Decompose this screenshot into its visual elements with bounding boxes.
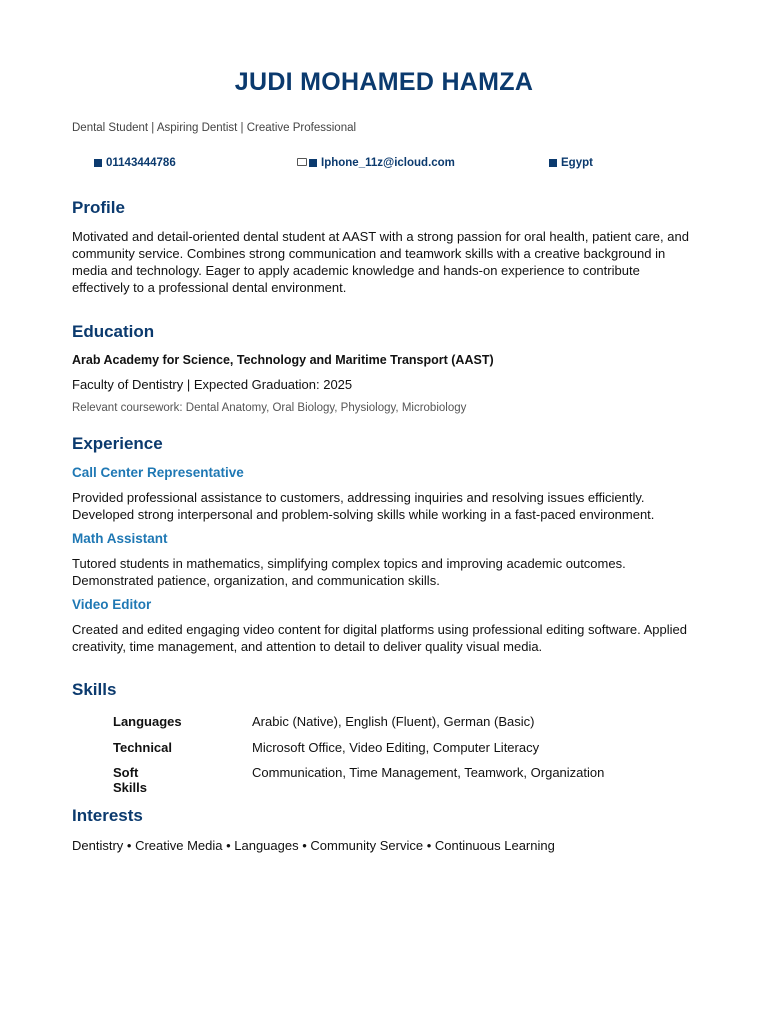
education-school: Arab Academy for Science, Technology and Maritime Transport (AAST): [72, 353, 494, 367]
resume-tagline: Dental Student | Aspiring Dentist | Creative Professional: [72, 122, 357, 134]
contact-phone: [94, 157, 176, 169]
job-title: Video Editor: [72, 597, 152, 612]
square-bullet-icon: [94, 159, 102, 167]
resume-name: JUDI MOHAMED HAMZA: [234, 68, 534, 96]
contact-email: [297, 157, 455, 169]
job-description: Provided professional assistance to customers, addressing inquiries and resolving issues efficiently. Developed strong interpersonal and problem-solving skills while working in a fast-paced environment.: [72, 490, 655, 522]
job-title: Call Center Representative: [72, 465, 244, 480]
skill-category: Soft Skills: [113, 765, 147, 795]
email-address: Iphone_11z@icloud.com: [321, 157, 455, 169]
square-bullet-icon: [549, 159, 557, 167]
section-title-skills: Skills: [72, 680, 117, 699]
education-faculty: Faculty of Dentistry | Expected Graduation: 2025: [72, 377, 353, 392]
section-title-profile: Profile: [72, 198, 125, 217]
education-coursework: Relevant coursework: Dental Anatomy, Oral Biology, Physiology, Microbiology: [72, 402, 467, 414]
square-bullet-icon: [309, 159, 317, 167]
contact-location: [549, 157, 593, 169]
job-description: Created and edited engaging video content for digital platforms using professional editing software. Applied creativity, time management, and attention to detail to deliver quality visual media.: [72, 622, 688, 654]
section-title-interests: Interests: [72, 806, 143, 825]
skill-value: Communication, Time Management, Teamwork, Organization: [252, 765, 605, 780]
skill-value: Arabic (Native), English (Fluent), German (Basic): [252, 714, 535, 729]
job-description: Tutored students in mathematics, simplifying complex topics and improving academic outcomes. Demonstrated patience, organization, and communication skills.: [72, 556, 626, 588]
skill-category: Languages: [113, 714, 182, 729]
envelope-icon: [297, 158, 307, 166]
location-text: Egypt: [561, 157, 593, 169]
interests-text: Dentistry • Creative Media • Languages • Community Service • Continuous Learning: [72, 838, 555, 853]
profile-text: Motivated and detail-oriented dental student at AAST with a strong passion for oral health, patient care, and community service. Combines strong communication and teamwork skills with a creative background in media and technology. Eager to apply academic knowledge and hands-on experience to contribute effectively to a professional dental environment.: [72, 229, 689, 295]
section-title-experience: Experience: [72, 434, 163, 453]
job-title: Math Assistant: [72, 531, 168, 546]
skill-category: Technical: [113, 739, 173, 755]
skill-value: Microsoft Office, Video Editing, Computer Literacy: [252, 739, 540, 755]
section-title-education: Education: [72, 322, 155, 341]
phone-number: 01143444786: [106, 157, 176, 169]
